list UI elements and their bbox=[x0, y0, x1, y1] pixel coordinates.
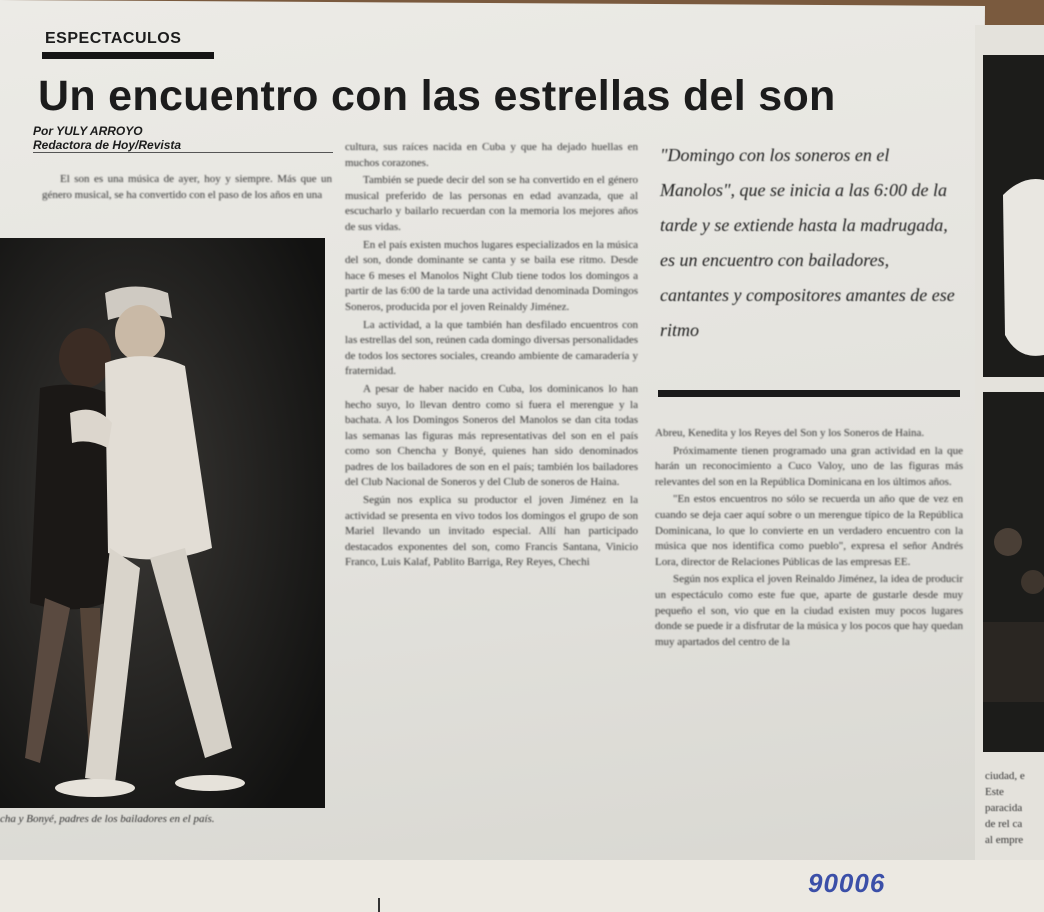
paragraph: Según nos explica el joven Reinaldo Jiménez, la idea de producir un espectáculo como este fue que, aparte de gustarle desde muy pequeño el son, vio que en la ciudad existen muy pocos lugares donde se puede ir a disfrutar de la música y los pocos que hay quedan muy apartados del centro de la bbox=[655, 573, 963, 648]
adjacent-page-text bbox=[985, 768, 1044, 848]
byline bbox=[33, 124, 181, 152]
byline-role: Redactora de Hoy/Revista bbox=[33, 138, 182, 152]
byline-author: Por YULY ARROYO bbox=[33, 124, 143, 138]
paragraph: "En estos encuentros no sólo se recuerda un año que de vez en cuando se deja caer aquí sobre o un merengue típico de la República Dominicana, lo que lo convierte en un verdadero encuentro con la música que nos identifica como pueblo", expresa el señor Andrés Lora, director de Relaciones Públicas de las empresas EE. bbox=[655, 493, 963, 568]
paragraph: cultura, sus raíces nacida en Cuba y que ha dejado huellas en muchos corazones. bbox=[345, 141, 638, 169]
dancers-photo bbox=[0, 238, 325, 808]
byline-rule bbox=[33, 152, 333, 153]
section-underline bbox=[42, 52, 214, 59]
paragraph: Según nos explica su productor el joven Jiménez en la actividad se presenta en vivo todos los domingos el grupo de son Mariel llevando un invitado especial. Allí han participado destacados exponentes del son, como Francis Santana, Vinicio Franco, Luis Kalaf, Pablito Barriga, Rey Reyes, Chechi bbox=[345, 494, 638, 569]
pencil-mark bbox=[378, 898, 380, 912]
paragraph: También se puede decir del son se ha convertido en el género musical preferido de las personas en edad avanzada, que al escucharlo y bailarlo recuerdan con la memoria los mejores años de sus vidas. bbox=[345, 174, 638, 233]
text-line: Este bbox=[985, 786, 1004, 798]
section-label: ESPECTACULOS bbox=[45, 30, 182, 47]
paragraph: A pesar de haber nacido en Cuba, los dominicanos lo han hecho suyo, lo llevan dentro como si fuera el merengue y la bachata. A los Domingos Soneros del Manolos se dan cita todas las semanas las figuras más representativas del son en el país como son Chencha y Bonyé, quienes han sido denominados padres de los bailadores de son en el país; también los bailadores del Club Nacional de Soneros y del Club de soneros de Haina. bbox=[345, 382, 638, 489]
paragraph: La actividad, a la que también han desfilado encuentros con las estrellas del son, reúnen cada domingo diversas personalidades de todos los sectores sociales, creando ambiente de camaradería y fraternidad. bbox=[345, 318, 638, 378]
text-line: ciudad, e bbox=[985, 770, 1025, 782]
text-line: de rel ca bbox=[985, 818, 1023, 830]
paper-bottom-edge bbox=[0, 860, 1044, 912]
adjacent-photo-bottom bbox=[983, 392, 1044, 752]
adjacent-photo-top bbox=[983, 55, 1044, 377]
headline: Un encuentro con las estrellas del son bbox=[38, 72, 836, 120]
pull-quote: "Domingo con los soneros en el Manolos", que se inicia a las 6:00 de la tarde y se extiende hasta la madrugada, es un encuentro con bailadores, cantantes y compositores amantes de ese ritmo bbox=[660, 145, 955, 340]
paragraph: El son es una música de ayer, hoy y siempre. Más que un género musical, se ha convertido con el paso de los años en una bbox=[42, 173, 332, 201]
paragraph: Abreu, Kenedita y los Reyes del Son y los Soneros de Haina. bbox=[655, 427, 925, 439]
ink-stamp: 90006 bbox=[808, 868, 886, 898]
photo-caption: cha y Bonyé, padres de los bailadores en el país. bbox=[0, 813, 215, 825]
paragraph: Próximamente tienen programado una gran actividad en la que harán un reconocimiento a Cuco Valoy, uno de las figuras más relevantes del son en la República Dominicana en los últimos años. bbox=[655, 444, 963, 488]
pull-quote-rule bbox=[658, 390, 960, 397]
paragraph: En el país existen muchos lugares especializados en la música del son, donde dominante se canta y se baila ese ritmo. Desde hace 6 meses el Manolos Night Club tiene todos los domingos a partir de las 6:00 de la tarde una actividad denominada Domingos Soneros, producida por el joven Reinaldy Jiménez. bbox=[345, 238, 638, 313]
text-line: al empre bbox=[985, 834, 1024, 846]
text-line: paracida bbox=[985, 802, 1023, 814]
article-column-1 bbox=[42, 172, 332, 205]
article-column-3 bbox=[655, 426, 963, 652]
article-column-2 bbox=[345, 140, 638, 573]
